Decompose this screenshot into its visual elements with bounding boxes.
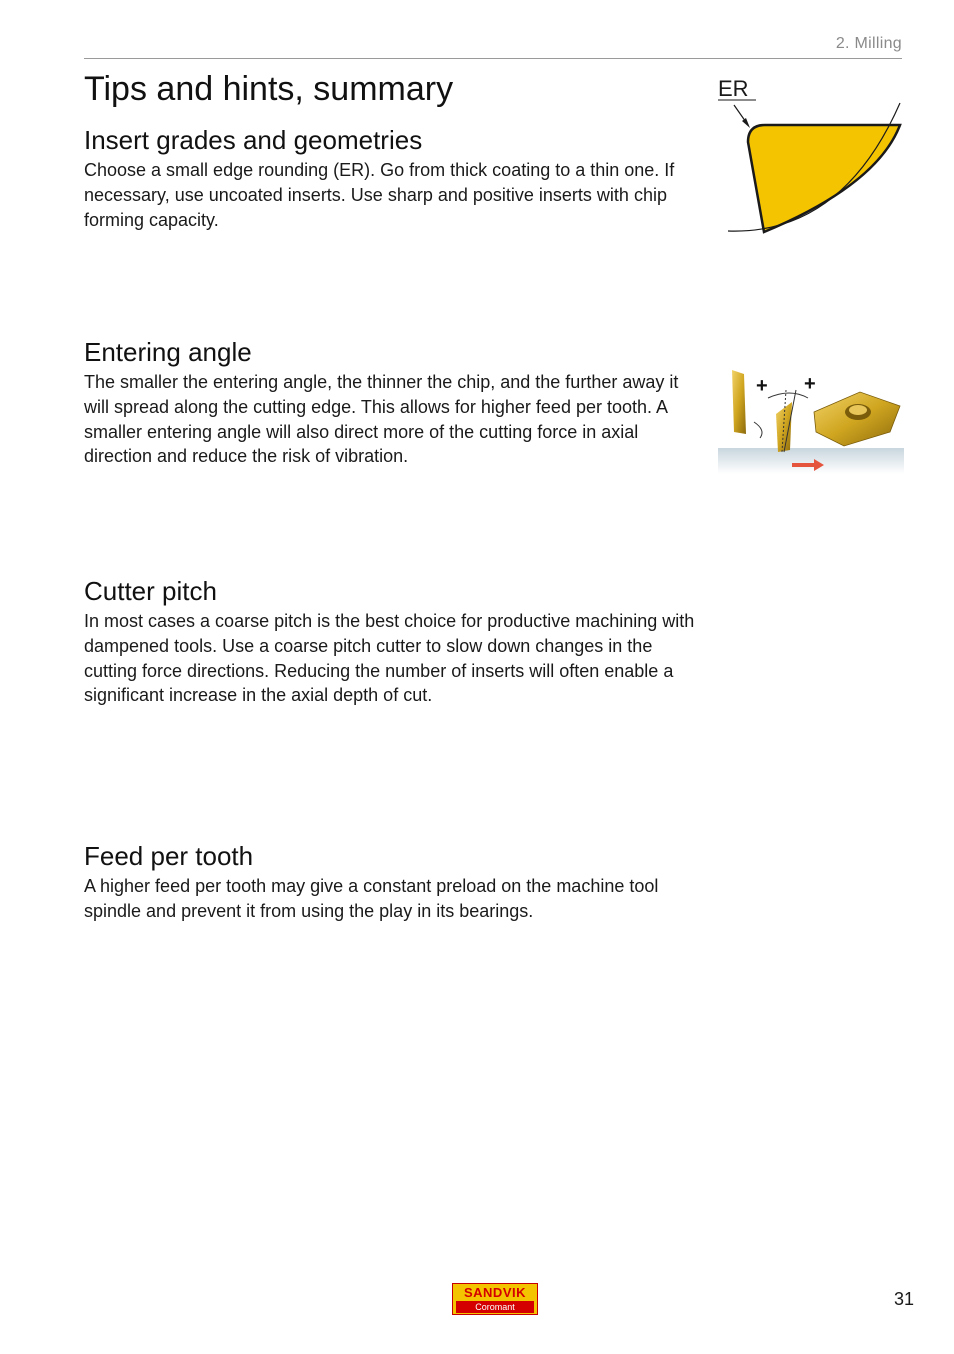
angle-arc: [768, 393, 808, 398]
section-entering-angle: [84, 336, 696, 469]
positive-mark-left: +: [756, 375, 768, 397]
section-heading: Entering angle: [84, 337, 252, 367]
page-title: Tips and hints, summary: [84, 70, 454, 108]
rotation-arrow: [754, 422, 762, 438]
er-arrowhead: [742, 118, 750, 128]
chapter-label: 2. Milling: [835, 35, 902, 52]
section-body: In most cases a coarse pitch is the best choice for productive machining with dampened tools. Use a coarse pitch cutter to slow down changes in the cutting force directions. Reducing the number of inserts will often enable a significant increase in the axial depth of cut.: [84, 611, 695, 706]
section-body: A higher feed per tooth may give a constant preload on the machine tool spindle and prevent it from using the play in its bearings.: [84, 876, 659, 921]
cutter-body: [732, 370, 746, 434]
workpiece-surface: [718, 448, 904, 474]
section-body: Choose a small edge rounding (ER). Go from thick coating to a thin one. If necessary, use uncoated inserts. Use sharp and positive inserts with chip forming capacity.: [84, 160, 675, 230]
section-feed-per-tooth: [84, 840, 696, 924]
insert-shape: [748, 125, 900, 232]
logo-wordmark: SANDVIK: [463, 1285, 526, 1300]
sandvik-coromant-logo: [452, 1283, 538, 1315]
positive-mark-right: +: [804, 373, 816, 395]
section-insert-grades: [84, 124, 696, 232]
logo-subtitle: Coromant: [456, 1301, 534, 1313]
section-heading: Insert grades and geometries: [84, 125, 423, 155]
section-body: The smaller the entering angle, the thinner the chip, and the further away it will spread along the cutting edge. This allows for higher feed per tooth. A smaller entering angle will also direct more of the cutting force in axial direction and reduce the risk of vibration.: [84, 372, 679, 467]
header-divider: [84, 58, 902, 59]
er-label: ER: [718, 76, 749, 101]
section-heading: Feed per tooth: [84, 841, 254, 871]
entering-angle-figure: [718, 362, 904, 474]
edge-rounding-figure: [712, 70, 912, 240]
page-number: 31: [893, 1289, 914, 1309]
section-heading: Cutter pitch: [84, 576, 217, 606]
section-cutter-pitch: [84, 575, 696, 708]
insert-hole-rim: [849, 405, 867, 415]
